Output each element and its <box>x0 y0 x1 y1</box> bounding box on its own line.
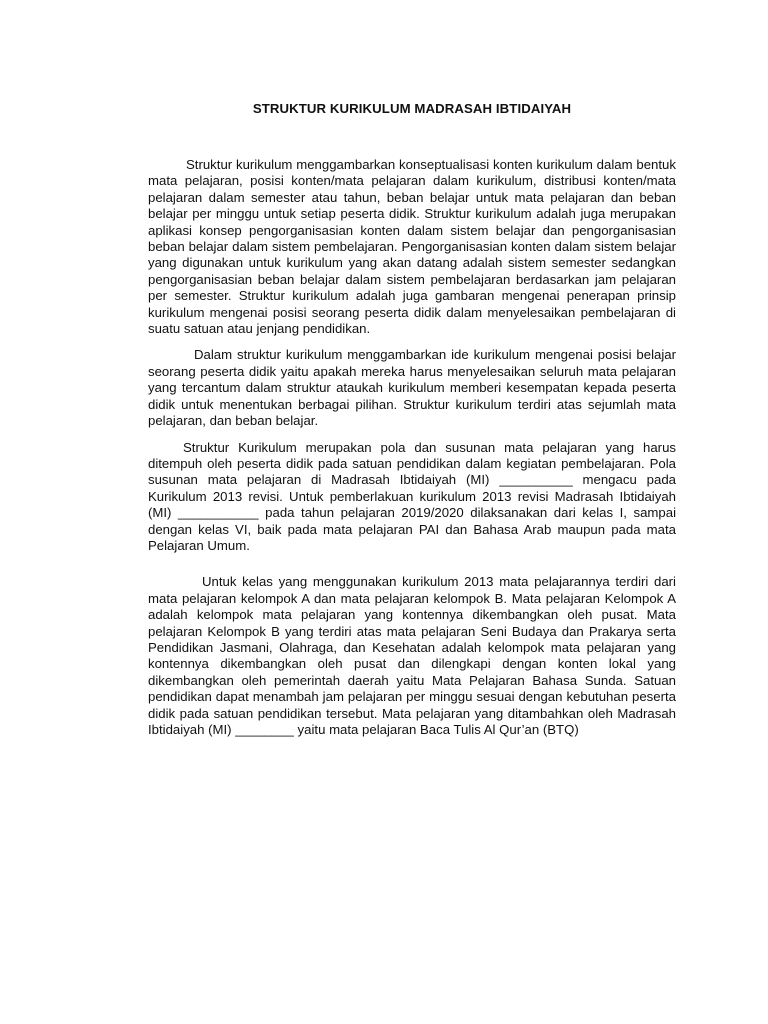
paragraph-1: Struktur kurikulum menggambarkan konseptualisasi konten kurikulum dalam bentuk mata pelajaran, posisi konten/mata pelajaran dalam kurikulum, distribusi konten/mata pelajaran dalam semester atau tahun, beban belajar untuk mata pelajaran dan beban belajar per minggu untuk setiap peserta didik. Struktur kurikulum adalah juga merupakan aplikasi konsep pengorganisasian konten dalam sistem belajar dan pengorganisasian beban belajar dalam sistem pembelajaran. Pengorganisasian konten dalam sistem belajar yang digunakan untuk kurikulum yang akan datang adalah sistem semester sedangkan pengorganisasian beban belajar dalam sistem pembelajaran berdasarkan jam pelajaran per semester. Struktur kurikulum adalah juga gambaran mengenai penerapan prinsip kurikulum mengenai posisi seorang peserta didik dalam menyelesaikan pembelajaran di suatu satuan atau jenjang pendidikan. <box>148 157 676 337</box>
document-body <box>148 157 676 738</box>
paragraph-2: Dalam struktur kurikulum menggambarkan ide kurikulum mengenai posisi belajar seorang peserta didik yaitu apakah mereka harus menyelesaikan seluruh mata pelajaran yang tercantum dalam struktur ataukah kurikulum memberi kesempatan kepada peserta didik untuk menentukan berbagai pilihan. Struktur kurikulum terdiri atas sejumlah mata pelajaran, dan beban belajar. <box>148 347 676 429</box>
paragraph-4: Untuk kelas yang menggunakan kurikulum 2013 mata pelajarannya terdiri dari mata pelajaran kelompok A dan mata pelajaran kelompok B. Mata pelajaran Kelompok A adalah kelompok mata pelajaran yang kontennya dikembangkan oleh pusat. Mata pelajaran Kelompok B yang terdiri atas mata pelajaran Seni Budaya dan Prakarya serta Pendidikan Jasmani, Olahraga, dan Kesehatan adalah kelompok mata pelajaran yang kontennya dikembangkan oleh pusat dan dilengkapi dengan konten lokal yang dikembangkan oleh pemerintah daerah yaitu Mata Pelajaran Bahasa Sunda. Satuan pendidikan dapat menambah jam pelajaran per minggu sesuai dengan kebutuhan peserta didik pada satuan pendidikan tersebut. Mata pelajaran yang ditambahkan oleh Madrasah Ibtidaiyah (MI) ________ yaitu mata pelajaran Baca Tulis Al Qur’an (BTQ) <box>148 574 676 737</box>
document-title: STRUKTUR KURIKULUM MADRASAH IBTIDAIYAH <box>252 101 572 116</box>
paragraph-3: Struktur Kurikulum merupakan pola dan susunan mata pelajaran yang harus ditempuh oleh peserta didik pada satuan pendidikan dalam kegiatan pembelajaran. Pola susunan mata pelajaran di Madrasah Ibtidaiyah (MI) __________ mengacu pada Kurikulum 2013 revisi. Untuk pemberlakuan kurikulum 2013 revisi Madrasah Ibtidaiyah (MI) ___________ pada tahun pelajaran 2019/2020 dilaksanakan dari kelas I, sampai dengan kelas VI, baik pada mata pelajaran PAI dan Bahasa Arab maupun pada mata Pelajaran Umum. <box>148 439 676 553</box>
